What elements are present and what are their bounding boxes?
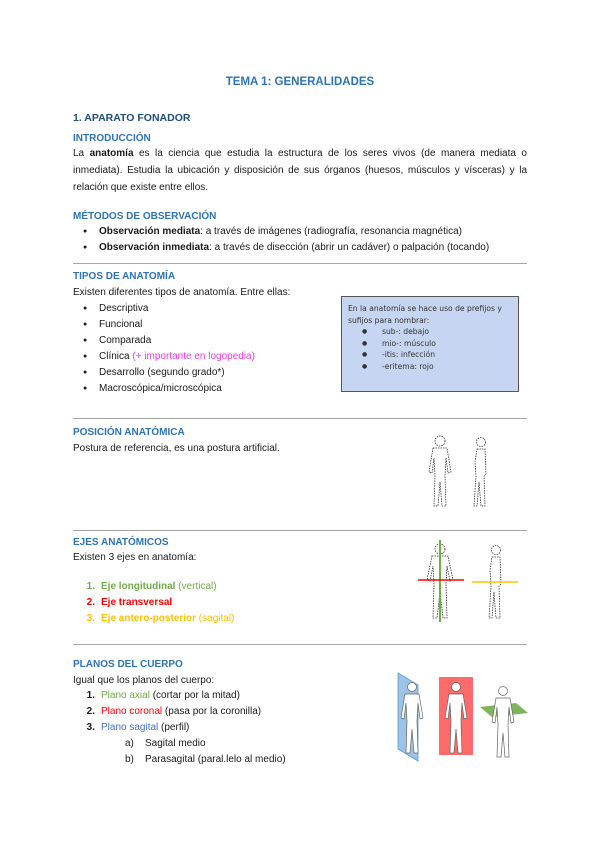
heading-metodos: MÉTODOS DE OBSERVACIÓN [73,211,217,222]
list-item [73,736,373,752]
list-item: ● -eritema: rojo [348,361,512,373]
metodo-bold: Observación mediata [99,226,201,237]
list-item: ● Desarrollo (segundo grado*) [73,365,333,381]
list-item: ● mio-: músculo [348,338,512,350]
divider [73,530,527,531]
list-item [73,704,373,720]
sub-text: Sagital medio [145,738,206,749]
metodos-list [73,224,533,256]
list-item [73,579,333,595]
heading-tipos: TIPOS DE ANATOMÍA [73,271,176,282]
intro-text-post: es la ciencia que estudia la estructura de los seres vivos (de manera mediata o inmediata). Estudia la ubicación y disposición de sus órganos (huesos, músculos y vísceras) y la relación que existe entre ellos. [73,148,527,193]
plano-label: Plano axial [101,690,150,701]
prefijos-box [341,296,519,392]
ejes-list [73,579,333,627]
eje-label: Eje antero-posterior [101,613,197,624]
list-item [73,688,373,704]
plano-note: (perfil) [158,722,190,733]
prefijos-box-text: En la anatomía se hace uso de prefijos y sufijos para nombrar: [348,304,502,325]
posicion-text: Postura de referencia, es una postura artificial. [73,443,280,454]
plano-label: Plano sagital [101,722,159,733]
divider [73,263,527,264]
sub-letter: a) [125,738,134,749]
ejes-intro: Existen 3 ejes en anatomía: [73,552,197,563]
list-item: ● Comparada [73,333,333,349]
list-item [73,224,533,240]
divider [73,418,527,419]
anatomical-axes-figures [410,540,520,622]
intro-text-bold: anatomía [89,148,134,159]
metodo-text: : a través de imágenes (radiografía, resonancia magnética) [200,226,462,237]
plano-label: Plano coronal [101,706,163,717]
body-planes-figures [390,663,530,763]
intro-paragraph [73,145,527,196]
list-item: ● sub-: debajo [348,326,512,338]
heading-planos: PLANOS DEL CUERPO [73,659,183,670]
plano-num: 3. [86,722,95,733]
clinica-label: Clínica [99,351,133,362]
list-item [73,752,373,768]
page-title: TEMA 1: GENERALIDADES [225,76,375,88]
metodo-bold: Observación inmediata [99,242,210,253]
eje-label: Eje longitudinal [101,581,176,592]
planos-sublist [73,736,373,768]
sub-letter: b) [125,754,134,765]
list-item: ● Macroscópica/microscópica [73,381,333,397]
tipos-list [73,301,333,397]
eje-num: 1. [86,581,95,592]
list-item: ● -itis: infección [348,349,512,361]
metodo-text: : a través de disección (abrir un cadáver) o palpación (tocando) [209,242,490,253]
list-item [73,611,333,627]
heading-introduccion: INTRODUCCIÓN [73,133,151,144]
plano-note: (cortar por la mitad) [149,690,240,701]
clinica-note: (+ importante en logopedia) [132,351,255,362]
heading-ejes: EJES ANATÓMICOS [73,537,169,548]
anatomical-position-figures [415,432,515,512]
plano-note: (pasa por la coronilla) [162,706,262,717]
section-heading-aparato-fonador: 1. APARATO FONADOR [73,112,191,124]
heading-posicion: POSICIÓN ANATÓMICA [73,427,185,438]
plano-num: 1. [86,690,95,701]
divider [73,644,527,645]
list-item [73,349,333,365]
sub-text: Parasagital (paral.lelo al medio) [145,754,286,765]
eje-num: 3. [86,613,95,624]
eje-note: (sagital) [196,613,235,624]
tipos-intro: Existen diferentes tipos de anatomía. Entre ellas: [73,287,291,298]
list-item [73,240,533,256]
plano-num: 2. [86,706,95,717]
intro-text-pre: La [73,148,90,159]
prefijos-list [348,326,512,372]
list-item: ● Descriptiva [73,301,333,317]
eje-num: 2. [86,597,95,608]
list-item [73,595,333,611]
planos-intro: Igual que los planos del cuerpo: [73,675,215,686]
planos-list [73,688,373,736]
eje-note: (vertical) [175,581,217,592]
list-item: ● Funcional [73,317,333,333]
list-item [73,720,373,736]
eje-label: Eje transversal [101,597,173,608]
